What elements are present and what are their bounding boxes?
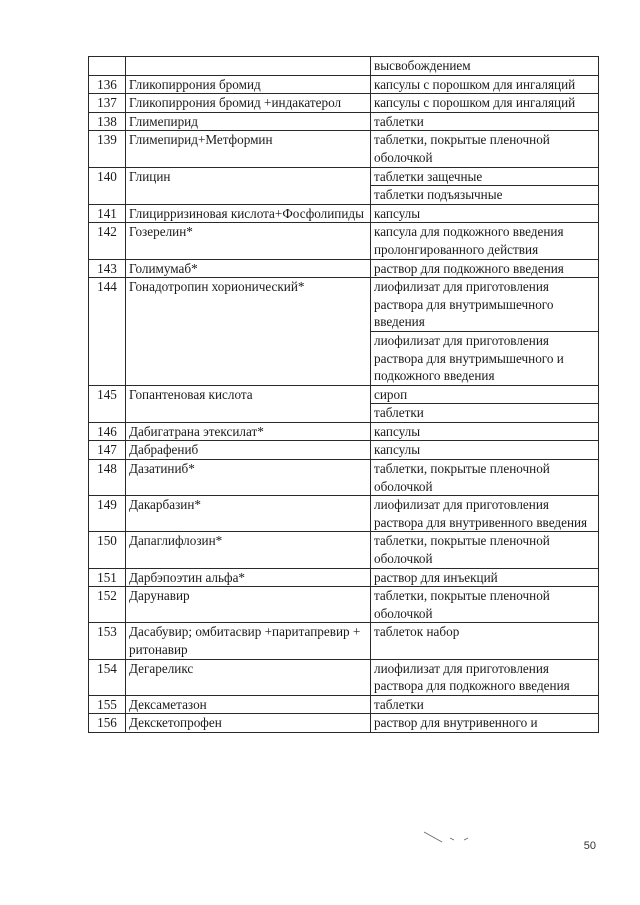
table-row xyxy=(89,204,599,223)
dosage-form: капсулы с порошком для ингаляций xyxy=(371,75,599,94)
table-row xyxy=(89,131,599,167)
drug-name: Гликопиррония бромид xyxy=(126,75,371,94)
drug-name: Дабигатрана этексилат* xyxy=(126,422,371,441)
table-row xyxy=(89,532,599,568)
table-row xyxy=(89,112,599,131)
dosage-form: раствор для внутривенного и xyxy=(371,714,599,733)
drug-name: Глимепирид xyxy=(126,112,371,131)
drug-name: Гопантеновая кислота xyxy=(126,385,371,422)
dosage-form: таблетки, покрытые пленочной оболочкой xyxy=(371,587,599,623)
table-row xyxy=(89,714,599,733)
row-number: 138 xyxy=(89,112,126,131)
table-row xyxy=(89,223,599,259)
table-row xyxy=(89,278,599,332)
drug-name: Декскетопрофен xyxy=(126,714,371,733)
dosage-form: таблетки, покрытые пленочной оболочкой xyxy=(371,532,599,568)
row-number: 156 xyxy=(89,714,126,733)
row-number: 150 xyxy=(89,532,126,568)
dosage-form: капсулы xyxy=(371,422,599,441)
row-number: 137 xyxy=(89,94,126,113)
row-number: 154 xyxy=(89,659,126,695)
dosage-form: капсулы с порошком для ингаляций xyxy=(371,94,599,113)
dosage-form: таблетки xyxy=(371,404,599,423)
table-row xyxy=(89,75,599,94)
row-number: 147 xyxy=(89,441,126,460)
row-number: 146 xyxy=(89,422,126,441)
row-number: 145 xyxy=(89,385,126,422)
drug-name: Дарбэпоэтин альфа* xyxy=(126,568,371,587)
table-row xyxy=(89,57,599,76)
drug-name: Дегареликс xyxy=(126,659,371,695)
table-row xyxy=(89,587,599,623)
table-row xyxy=(89,259,599,278)
dosage-form: сироп xyxy=(371,385,599,404)
dosage-form: капсулы xyxy=(371,441,599,460)
drug-table-body xyxy=(89,57,599,733)
dosage-form: капсулы xyxy=(371,204,599,223)
table-row xyxy=(89,659,599,695)
table-row xyxy=(89,695,599,714)
row-number: 151 xyxy=(89,568,126,587)
drug-name: Голимумаб* xyxy=(126,259,371,278)
row-number: 141 xyxy=(89,204,126,223)
row-number: 142 xyxy=(89,223,126,259)
row-number: 152 xyxy=(89,587,126,623)
dosage-form: таблетки защечные xyxy=(371,167,599,186)
drug-name: Дазатиниб* xyxy=(126,460,371,496)
table-row xyxy=(89,94,599,113)
drug-name: Гозерелин* xyxy=(126,223,371,259)
pen-mark-icon xyxy=(420,828,480,846)
dosage-form: таблетки подъязычные xyxy=(371,186,599,205)
dosage-form: таблетки, покрытые пленочной оболочкой xyxy=(371,460,599,496)
dosage-form: лиофилизат для приготовления раствора для подкожного введения xyxy=(371,659,599,695)
row-number xyxy=(89,57,126,76)
table-row xyxy=(89,460,599,496)
dosage-form: таблетки xyxy=(371,112,599,131)
row-number: 143 xyxy=(89,259,126,278)
table-row xyxy=(89,422,599,441)
row-number: 140 xyxy=(89,167,126,204)
dosage-form: раствор для инъекций xyxy=(371,568,599,587)
row-number: 149 xyxy=(89,496,126,532)
table-row xyxy=(89,496,599,532)
dosage-form: капсула для подкожного введения пролонгированного действия xyxy=(371,223,599,259)
drug-name: Гонадотропин хорионический* xyxy=(126,278,371,386)
table-row xyxy=(89,385,599,404)
drug-name: Дабрафениб xyxy=(126,441,371,460)
dosage-form: лиофилизат для приготовления раствора для внутривенного введения xyxy=(371,496,599,532)
drug-name: Глицирризиновая кислота+Фосфолипиды xyxy=(126,204,371,223)
dosage-form: высвобождением xyxy=(371,57,599,76)
drug-name: Дарунавир xyxy=(126,587,371,623)
dosage-form: лиофилизат для приготовления раствора для внутримышечного и подкожного введения xyxy=(371,331,599,385)
drug-name: Дапаглифлозин* xyxy=(126,532,371,568)
table-row xyxy=(89,167,599,186)
table-row xyxy=(89,568,599,587)
drug-name: Гликопиррония бромид +индакатерол xyxy=(126,94,371,113)
row-number: 148 xyxy=(89,460,126,496)
dosage-form: таблетки, покрытые пленочной оболочкой xyxy=(371,131,599,167)
drug-table xyxy=(88,56,599,733)
dosage-form: таблетки xyxy=(371,695,599,714)
page-number: 50 xyxy=(583,840,596,852)
row-number: 153 xyxy=(89,623,126,659)
drug-name: Глимепирид+Метформин xyxy=(126,131,371,167)
drug-name: Глицин xyxy=(126,167,371,204)
row-number: 144 xyxy=(89,278,126,386)
row-number: 139 xyxy=(89,131,126,167)
dosage-form: таблеток набор xyxy=(371,623,599,659)
row-number: 136 xyxy=(89,75,126,94)
table-row xyxy=(89,623,599,659)
row-number: 155 xyxy=(89,695,126,714)
drug-name: Дакарбазин* xyxy=(126,496,371,532)
dosage-form: лиофилизат для приготовления раствора для внутримышечного введения xyxy=(371,278,599,332)
drug-name: Дексаметазон xyxy=(126,695,371,714)
drug-name xyxy=(126,57,371,76)
dosage-form: раствор для подкожного введения xyxy=(371,259,599,278)
drug-name: Дасабувир; омбитасвир +паритапревир + ритонавир xyxy=(126,623,371,659)
table-row xyxy=(89,441,599,460)
